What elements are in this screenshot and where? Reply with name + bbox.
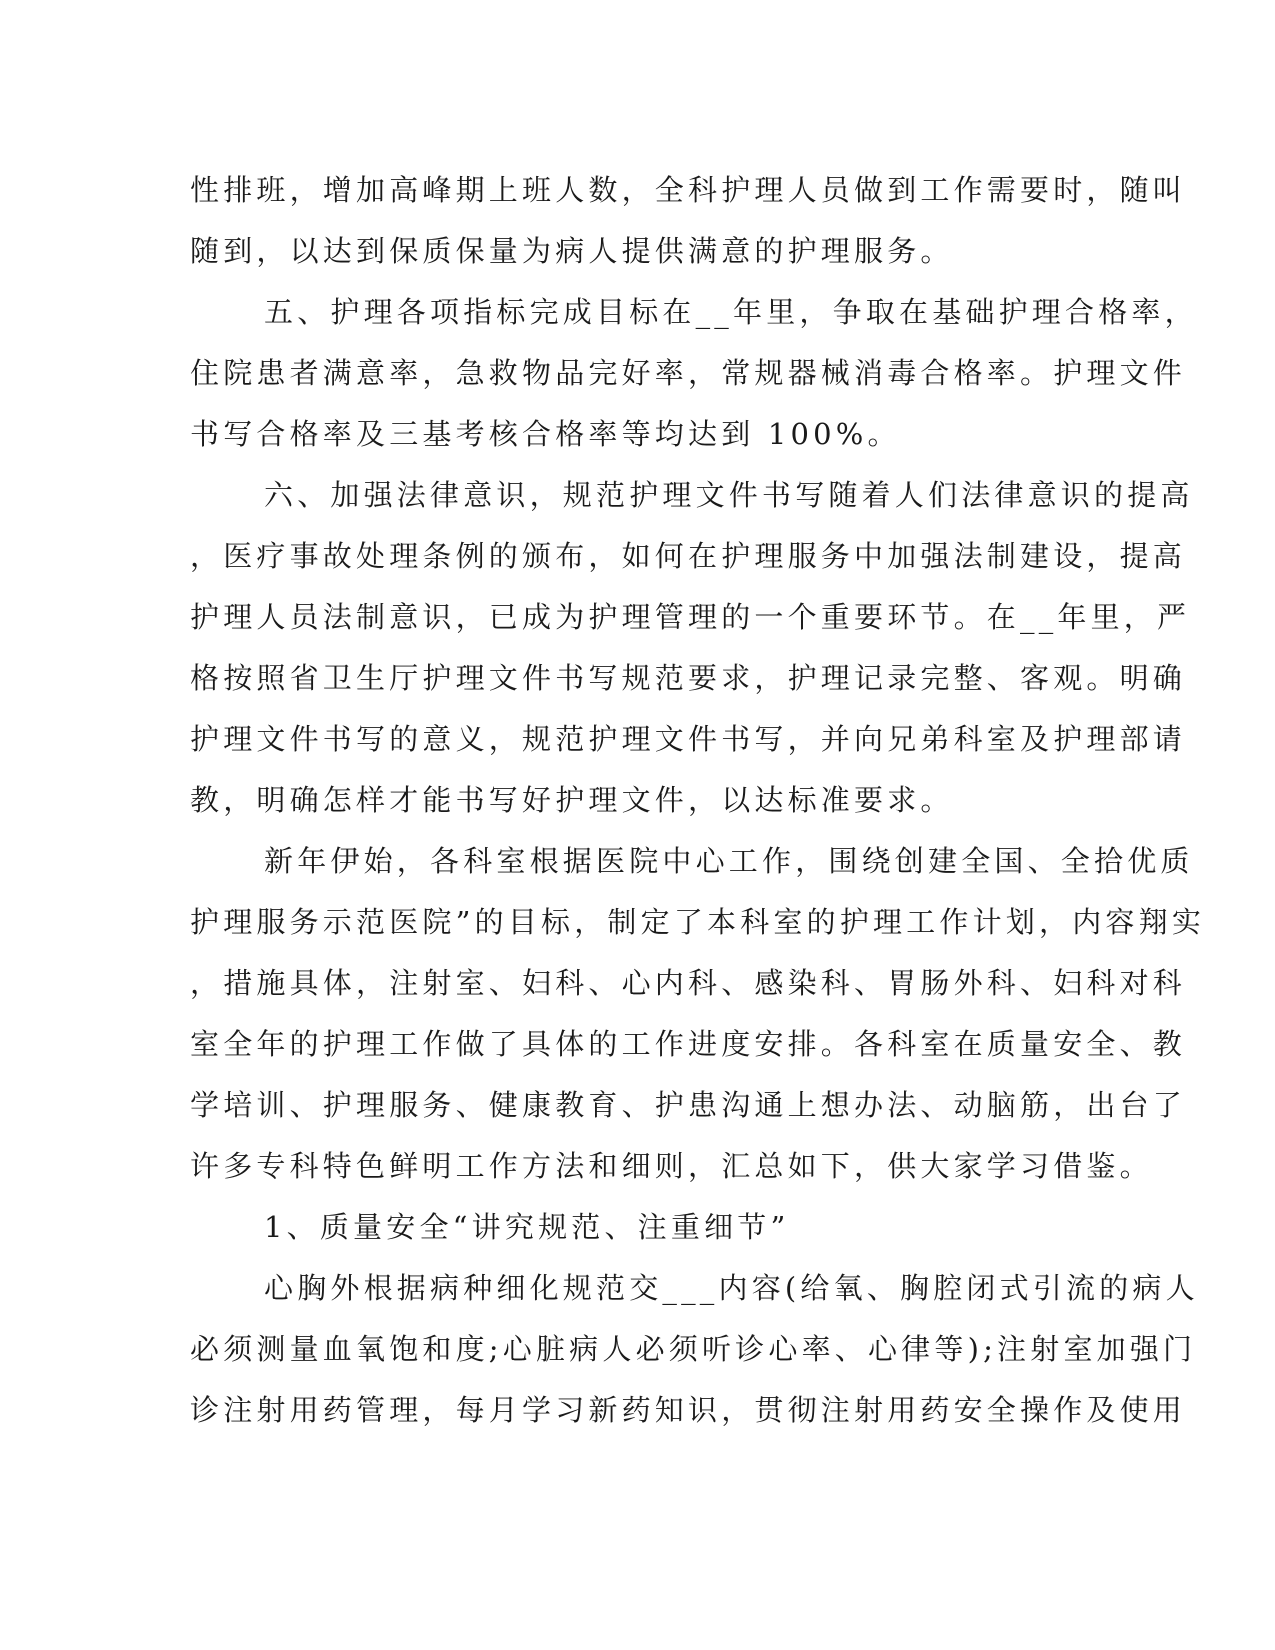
paragraph-start-line: 六、加强法律意识，规范护理文件书写随着人们法律意识的提高 xyxy=(264,478,1194,512)
document-body xyxy=(190,160,1206,1441)
paragraph-start-line: 新年伊始，各科室根据医院中心工作，围绕创建全国、全拾优质 xyxy=(264,844,1194,878)
text-line: 学培训、护理服务、健康教育、护患沟通上想办法、动脑筋，出台了 xyxy=(190,1088,1187,1122)
text-line: 住院患者满意率，急救物品完好率，常规器械消毒合格率。护理文件 xyxy=(190,356,1187,390)
text-line: 诊注射用药管理，每月学习新药知识，贯彻注射用药安全操作及使用 xyxy=(190,1393,1187,1427)
text-line: 教，明确怎样才能书写好护理文件，以达标准要求。 xyxy=(190,783,954,817)
text-line: ，措施具体，注射室、妇科、心内科、感染科、胃肠外科、妇科对科 xyxy=(190,966,1187,1000)
text-line: 室全年的护理工作做了具体的工作进度安排。各科室在质量安全、教 xyxy=(190,1027,1187,1061)
text-line: 书写合格率及三基考核合格率等均达到 100%。 xyxy=(190,417,901,451)
text-line: 格按照省卫生厅护理文件书写规范要求，护理记录完整、客观。明确 xyxy=(190,661,1187,695)
paragraph-start-line: 五、护理各项指标完成目标在__年里，争取在基础护理合格率， xyxy=(264,295,1198,329)
text-line: 护理人员法制意识，已成为护理管理的一个重要环节。在__年里，严 xyxy=(190,600,1191,634)
text-line: 性排班，增加高峰期上班人数，全科护理人员做到工作需要时，随叫 xyxy=(190,173,1187,207)
text-line: 随到，以达到保质保量为病人提供满意的护理服务。 xyxy=(190,234,954,268)
text-line: 护理服务示范医院”的目标，制定了本科室的护理工作计划，内容翔实 xyxy=(190,905,1206,939)
text-line: ，医疗事故处理条例的颁布，如何在护理服务中加强法制建设，提高 xyxy=(190,539,1187,573)
text-line: 必须测量血氧饱和度;心脏病人必须听诊心率、心律等);注射室加强门 xyxy=(190,1332,1197,1366)
section-heading: 1、质量安全“讲究规范、注重细节” xyxy=(264,1210,790,1244)
paragraph-start-line: 心胸外根据病种细化规范交___内容(给氧、胸腔闭式引流的病人 xyxy=(264,1271,1199,1305)
text-line: 许多专科特色鲜明工作方法和细则，汇总如下，供大家学习借鉴。 xyxy=(190,1149,1153,1183)
text-line: 护理文件书写的意义，规范护理文件书写，并向兄弟科室及护理部请 xyxy=(190,722,1187,756)
